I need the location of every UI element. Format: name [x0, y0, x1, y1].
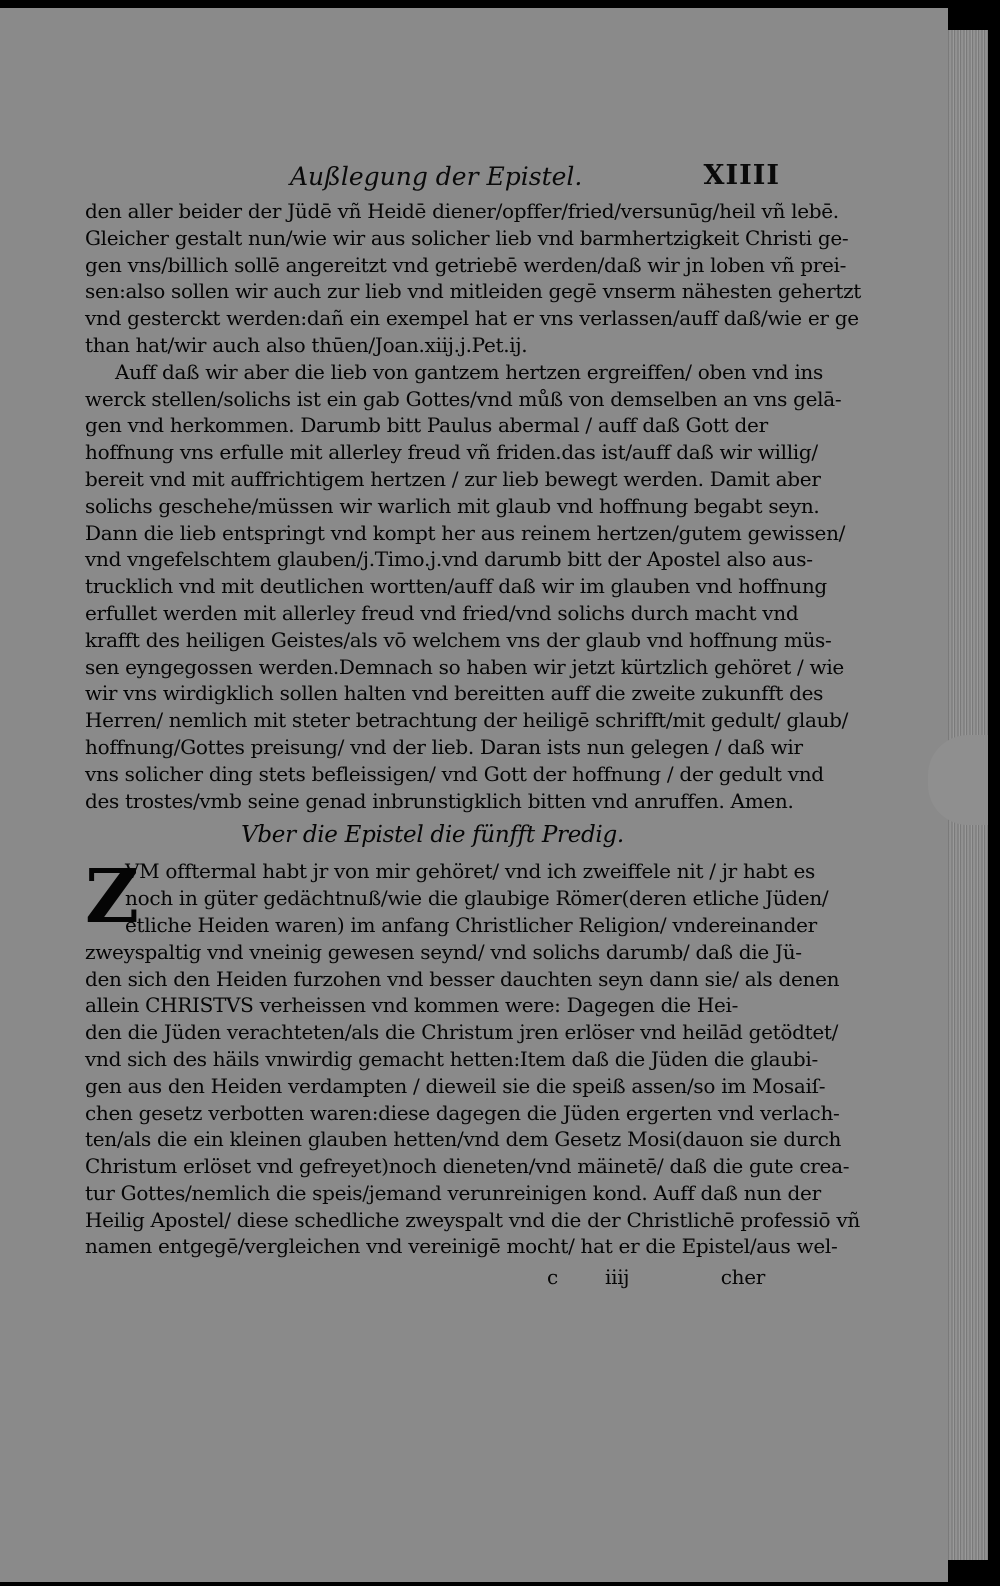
text-line: zweyspaltig vnd vneinig gewesen seynd/ vnd solichs darumb/ daß die Jü-	[85, 939, 802, 964]
section-heading: Vber die Epistel die fünfft Predig.	[241, 822, 624, 849]
text-line: gen vnd herkommen. Darumb bitt Paulus abermal / auff daß Gott der	[85, 413, 768, 438]
text-line: Heilig Apostel/ diese schedliche zweyspalt vnd die der Christlichē professiō vñ	[85, 1207, 860, 1232]
text-line: vns solicher ding stets befleissigen/ vnd Gott der hoffnung / der gedult vnd	[85, 761, 824, 786]
text-line: des trostes/vmb seine genad inbrunstigklich bitten vnd anruffen. Amen.	[85, 788, 794, 813]
text-line: den aller beider der Jüdē vñ Heidē diener/opffer/fried/versunūg/heil vñ lebē.	[85, 199, 839, 223]
text-line: sen eyngegossen werden.Demnach so haben wir jetzt kürtzlich gehöret / wie	[85, 654, 844, 679]
text-line: krafft des heiligen Geistes/als vō welchem vns der glaub vnd hoffnung müs-	[85, 627, 832, 652]
text-line: allein CHRISTVS verheissen vnd kommen were: Dagegen die Hei-	[85, 993, 739, 1018]
text-line: den sich den Heiden furzohen vnd besser dauchten seyn dann sie/ als denen	[85, 966, 840, 991]
text-line: vnd sich des häils vnwirdig gemacht hetten:Item daß die Jüden die glaubi-	[85, 1046, 818, 1071]
text-block	[85, 198, 862, 1292]
text-line: hoffnung vns erfulle mit allerley freud vñ friden.das ist/auff daß wir willig/	[85, 440, 818, 465]
text-line: Dann die lieb entspringt vnd kompt her aus reinem hertzen/gutem gewissen/	[85, 520, 846, 545]
text-line: Auff daß wir aber die lieb von gantzem hertzen ergreiffen/ oben vnd ins	[115, 359, 823, 384]
text-line: Christum erlöset vnd gefreyet)noch dieneten/vnd mäinetē/ daß die gute crea-	[85, 1154, 850, 1179]
drop-cap: Z	[85, 854, 139, 941]
text-line: vnd vngefelschtem glauben/j.Timo.j.vnd darumb bitt der Apostel also aus-	[85, 547, 813, 572]
paragraph-1	[85, 198, 862, 359]
running-title: Außlegung der Epistel.	[290, 162, 583, 191]
running-header	[290, 160, 780, 196]
text-line: solichs geschehe/müssen wir warlich mit glaub vnd hoffnung begabt seyn.	[85, 493, 820, 518]
text-line: Herren/ nemlich mit steter betrachtung der heiligē schrifft/mit gedult/ glaub/	[85, 708, 849, 733]
text-line: erfullet werden mit allerley freud vnd fried/vnd solichs durch macht vnd	[85, 600, 799, 625]
text-line: den die Jüden verachteten/als die Christum jren erlöser vnd heilād getödtet/	[85, 1020, 839, 1045]
text-line: werck stellen/solichs ist ein gab Gottes/vnd můß von demselben an vns gelā-	[85, 386, 842, 411]
text-line: VM offtermal habt jr von mir gehöret/ vnd ich zweiffele nit / jr habt es	[125, 859, 815, 884]
signature-number: iiij	[605, 1265, 630, 1290]
text-line: hoffnung/Gottes preisung/ vnd der lieb. Daran ists nun gelegen / daß wir	[85, 734, 803, 759]
text-line: chen gesetz verbotten waren:diese dagegen die Jüden ergerten vnd verlach-	[85, 1100, 840, 1125]
text-line: vnd gesterckt werden:dañ ein exempel hat er vns verlassen/auff daß/wie er ge	[85, 306, 859, 331]
paragraph-2	[85, 359, 849, 815]
text-line: gen vns/billich sollē angereitzt vnd getriebē werden/daß wir jn loben vñ prei-	[85, 252, 847, 277]
text-line: ten/als die ein kleinen glauben hetten/vnd dem Gesetz Mosi(dauon sie durch	[85, 1127, 842, 1152]
text-line: than hat/wir auch also thūen/Joan.xiij.j.Pet.ij.	[85, 332, 528, 357]
footer-line	[85, 1262, 780, 1292]
paragraph-3	[85, 854, 860, 1260]
text-line: Gleicher gestalt nun/wie wir aus solicher lieb vnd barmhertzigkeit Christi ge-	[85, 225, 849, 250]
text-line: tur Gottes/nemlich die speis/jemand verunreinigen kond. Auff daß nun der	[85, 1180, 821, 1205]
text-line: etliche Heiden waren) im anfang Christlicher Religion/ vndereinander	[125, 912, 817, 937]
catchword: cher	[720, 1265, 765, 1290]
text-line: wir vns wirdigklich sollen halten vnd bereitten auff die zweite zukunfft des	[85, 681, 824, 706]
text-line: noch in güter gedächtnuß/wie die glaubige Römer(deren etliche Jüden/	[125, 886, 829, 911]
text-line: bereit vnd mit auffrichtigem hertzen / zur lieb bewegt werden. Damit aber	[85, 466, 821, 491]
text-line: trucklich vnd mit deutlichen wortten/auff daß wir im glauben vnd hoffnung	[85, 574, 827, 599]
text-line: gen aus den Heiden verdampten / dieweil sie die speiß assen/so im Mosaiſ-	[85, 1073, 826, 1098]
folio-number: XIIII	[703, 160, 780, 191]
text-line: sen:also sollen wir auch zur lieb vnd mitleiden gegē vnserm nähesten gehertzt	[85, 279, 862, 304]
signature-mark: c	[547, 1265, 558, 1290]
text-line: namen entgegē/vergleichen vnd vereinigē mocht/ hat er die Epistel/aus wel-	[85, 1234, 838, 1259]
